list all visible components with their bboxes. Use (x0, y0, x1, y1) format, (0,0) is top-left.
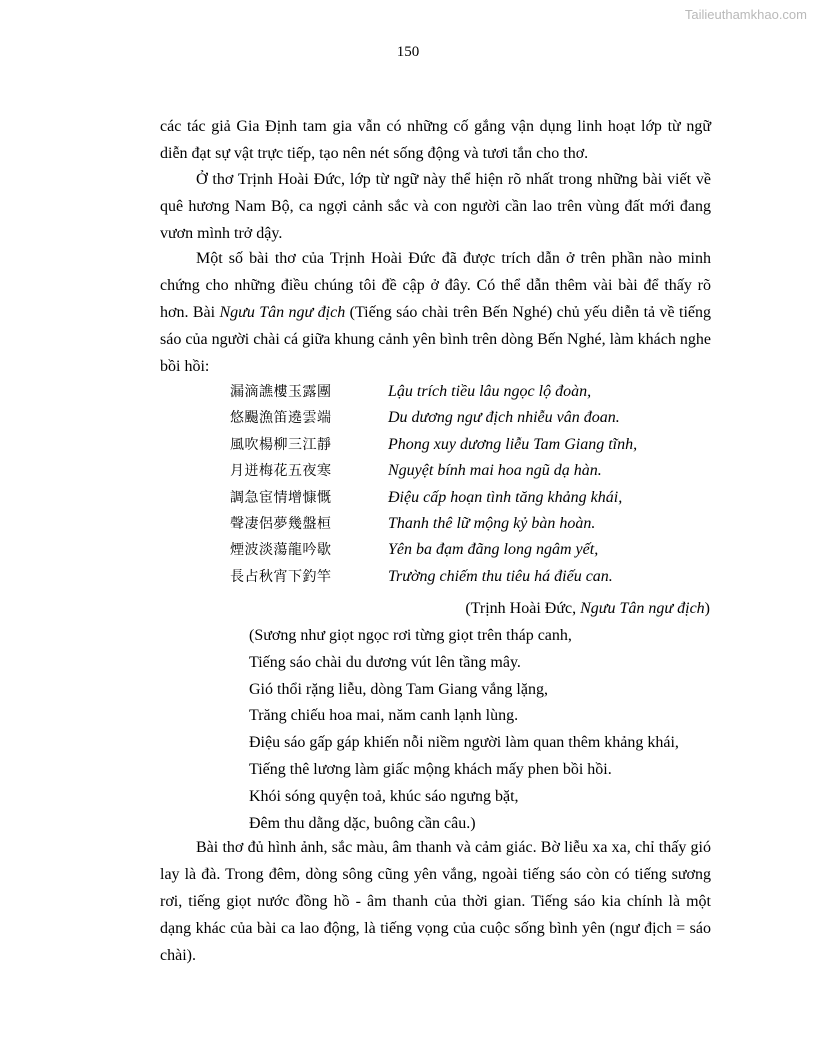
translation-line: Tiếng thê lương làm giấc mộng khách mấy phen bồi hồi. (249, 760, 612, 778)
han-text: 月迸梅花五夜寒 (230, 463, 332, 480)
watermark: Tailieuthamkhao.com (684, 7, 807, 22)
poem-block (230, 379, 710, 590)
translation-line: Điệu sáo gấp gáp khiến nỗi niềm người làm quan thêm khảng khái, (249, 734, 679, 752)
transliteration-text: Nguyệt bính mai hoa ngũ dạ hàn. (388, 462, 602, 480)
poem-line (230, 379, 710, 405)
translation-block (249, 623, 679, 837)
page-number: 150 (396, 44, 420, 60)
han-text: 調急宦情增慷慨 (230, 489, 332, 506)
transliteration-text: Phong xuy dương liễu Tam Giang tĩnh, (388, 435, 638, 453)
translation-line: Khói sóng quyện toả, khúc sáo ngưng bặt, (249, 787, 519, 805)
paragraph-continuation: các tác giả Gia Định tam gia vẫn có những cố gắng vận dụng linh hoạt lớp từ ngữ diễn đạt sự vật trực tiếp, tạo nên nét sống động và tươi tắn cho thơ. (160, 118, 711, 162)
paragraph-analysis: Bài thơ đủ hình ảnh, sắc màu, âm thanh và cảm giác. Bờ liễu xa xa, chỉ thấy gió lay là đà. Trong đêm, dòng sông cũng yên vắng, ngoài tiếng sáo còn có tiếng sương rơi, tiếng giọt nước đồng hồ - âm thanh của thời gian. Tiếng sáo kia chính là một dạng khác của bài ca lao động, là tiếng vọng của cuộc sống bình yên (ngư địch = sáo chài). (160, 839, 711, 964)
translation-line: Gió thổi rặng liễu, dòng Tam Giang vắng lặng, (249, 680, 548, 698)
han-text: 聲凄侶夢幾盤桓 (230, 515, 332, 532)
poem-line (230, 485, 710, 511)
intro-text-part-1: Một số bài thơ của Trịnh Hoài Đức đã được trích dẫn ở trên phần nào minh chứng cho những điều chúng tôi đề cập ở đây. Có thể dẫn thêm vài bài để thấy rõ hơn. Bài (160, 250, 711, 321)
transliteration-text: Trường chiếm thu tiêu há điếu can. (388, 567, 613, 585)
han-text: 漏滴譙樓玉露團 (230, 384, 332, 400)
poem-title-italic: Ngưu Tân ngư địch (219, 304, 346, 321)
poem-line (230, 511, 710, 537)
poem-line (230, 432, 710, 458)
han-text: 長占秋宵下釣竿 (230, 568, 332, 585)
attribution-author: (Trịnh Hoài Đức, (465, 600, 581, 617)
translation-line: (Sương như giọt ngọc rơi từng giọt trên tháp canh, (249, 627, 572, 644)
transliteration-text: Du dương ngư địch nhiễu vân đoan. (388, 409, 620, 427)
attribution-close: ) (704, 600, 710, 617)
paragraph-poem-intro (160, 245, 711, 380)
poem-line (230, 564, 710, 590)
poem-line (230, 405, 710, 431)
translation-line: Tiếng sáo chài du dương vút lên tầng mây. (249, 653, 521, 671)
transliteration-text: Yên ba đạm đãng long ngâm yết, (388, 541, 599, 559)
poem-line (230, 458, 710, 484)
attribution-work: Ngưu Tân ngư địch (580, 600, 705, 617)
han-text: 煙波淡蕩龍吟歇 (230, 542, 332, 559)
translation-line: Đêm thu dằng dặc, buông cần câu.) (249, 814, 476, 832)
transliteration-text: Lậu trích tiều lâu ngọc lộ đoàn, (388, 383, 592, 400)
han-text: 悠颺漁笛遶雲端 (230, 410, 332, 427)
poem-line (230, 537, 710, 563)
intro-text-part-2: (Tiếng sáo chài trên Bến Nghé) chủ yếu diễn tả về tiếng sáo của người chài cá giữa khung cảnh yên bình trên dòng Bến Nghé, làm khách nghe bồi hồi: (160, 304, 711, 375)
han-text: 風吹楊柳三江靜 (230, 436, 332, 453)
paragraph-trinh-hoai-duc: Ở thơ Trịnh Hoài Đức, lớp từ ngữ này thể hiện rõ nhất trong những bài viết về quê hương Nam Bộ, ca ngợi cảnh sắc và con người cần lao trên vùng đất mới đang vươn mình trở dậy. (160, 171, 711, 242)
transliteration-text: Điệu cấp hoạn tình tăng khảng khái, (388, 488, 623, 506)
poem-attribution (465, 596, 710, 622)
translation-line: Trăng chiếu hoa mai, năm canh lạnh lùng. (249, 707, 519, 725)
transliteration-text: Thanh thê lữ mộng kỷ bàn hoàn. (388, 514, 596, 532)
